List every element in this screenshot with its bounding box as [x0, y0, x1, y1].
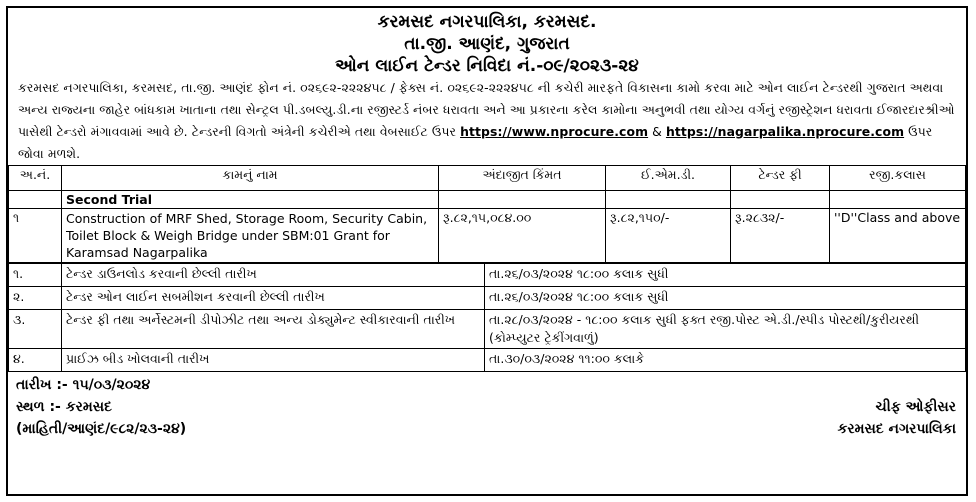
footer-place: સ્થળ :- કરમસદ — [16, 399, 112, 415]
header-sr-no: અ.નં. — [9, 166, 62, 191]
intro-tail: ઉપર જોવા મળશે. — [18, 124, 933, 161]
header-work-name: કામનું નામ — [62, 166, 439, 191]
date-row — [9, 310, 966, 349]
date-row-no: ૨. — [9, 287, 62, 310]
date-row-no: ૩. — [9, 310, 62, 349]
date-row — [9, 287, 966, 310]
header-estimated-cost: અંદાજીત કિંમત — [439, 166, 606, 191]
nprocure-link[interactable]: https://www.nprocure.com — [460, 124, 649, 139]
row-reg-class: ''D''Class and above — [830, 209, 966, 263]
notice-location: તા.જી. આણંદ, ગુજરાત — [404, 34, 570, 54]
table-header-row — [9, 166, 966, 191]
date-row-no: ૪. — [9, 349, 62, 372]
date-row-value: તા.૩૦/૦૩/૨૦૨૪ ૧૧:૦૦ કલાકે — [485, 349, 966, 372]
table-row — [9, 209, 966, 263]
trial-empty-cell — [439, 191, 606, 209]
notice-intro — [8, 77, 966, 165]
date-row — [9, 349, 966, 372]
date-row-label: પ્રાઈઝ બીડ ખોલવાની તારીખ — [62, 349, 485, 372]
trial-empty-cell — [606, 191, 731, 209]
header-emd: ઈ.એમ.ડી. — [606, 166, 731, 191]
tender-table — [8, 165, 966, 263]
date-row-label: ટેન્ડર ફી તથા અર્નેસ્ટમની ડીપોઝીટ તથા અન્ય ડોક્યુમેન્ટ સ્વીકારવાની તારીખ — [62, 310, 485, 349]
trial-row — [9, 191, 966, 209]
header-tender-fee: ટેન્ડર ફી — [731, 166, 830, 191]
footer-left — [16, 374, 186, 440]
footer-right — [837, 396, 956, 440]
footer-date: તારીખ :- ૧૫/૦૩/૨૦૨૪ — [16, 377, 151, 393]
nagarpalika-link[interactable]: https://nagarpalika.nprocure.com — [665, 124, 905, 139]
trial-label: Second Trial — [62, 191, 439, 209]
trial-empty-cell — [731, 191, 830, 209]
dates-table — [8, 263, 966, 372]
row-sr-no: ૧ — [9, 209, 62, 263]
footer-org: કરમસદ નગરપાલિકા — [837, 421, 956, 437]
notice-tender-number: ઓન લાઈન ટેન્ડર નિવિદા નં.-૦૯/૨૦૨૩-૨૪ — [335, 56, 639, 76]
trial-empty-cell — [9, 191, 62, 209]
row-estimated-cost: રૂ.૮૨,૧૫,૦૮૪.૦૦ — [439, 209, 606, 263]
row-emd: રૂ.૮૨,૧૫૦/- — [606, 209, 731, 263]
tender-notice — [6, 6, 968, 496]
footer-officer: ચીફ ઓફીસર — [875, 399, 956, 415]
header-reg-class: રજી.કલાસ — [830, 166, 966, 191]
date-row-label: ટેન્ડર ઓન લાઈન સબમીશન કરવાની છેલ્લી તારીખ — [62, 287, 485, 310]
date-row-value: તા.૨૬/૦૩/૨૦૨૪ ૧૮:૦૦ કલાક સુધી — [485, 287, 966, 310]
trial-empty-cell — [830, 191, 966, 209]
intro-text: કરમસદ નગરપાલિકા, કરમસદ, તા.જી. આણંદ ફોન નં. ૦૨૬૯૨-૨૨૨૪૫૮ / ફેક્સ નં. ૦૨૬૯૨-૨૨૨૪૫૮ ની કચેરી મારફતે વિકાસના કામો કરવા માટે ઓન લાઈન ટેન્ડરથી ગુજરાત અથવા અન્ય રાજ્યના જાહેર બાંધકામ ખાતાના તથા સેન્ટ્રલ પી.ડબલ્યુ.ડી.ના રજીસ્ટર્ડ નંબર ધરાવતા અને આ પ્રકારના કરેલ કામોના અનુભવી તથા યોગ્ય વર્ગનું રજીસ્ટ્રેશન ધરાવતા ઈજારદારશ્રીઓ પાસેથી ટેન્ડરો મંગાવવામાં આવે છે. ટેન્ડરની વિગતો અંત્રેની કચેરીએ તથા વેબસાઈટ ઉપર — [18, 80, 955, 139]
row-tender-fee: રૂ.૨૮૩૨/- — [731, 209, 830, 263]
notice-org-title: કરમસદ નગરપાલિકા, કરમસદ. — [377, 12, 597, 32]
date-row-no: ૧. — [9, 264, 62, 287]
date-row-value: તા.૨૬/૦૩/૨૦૨૪ ૧૮:૦૦ કલાક સુધી — [485, 264, 966, 287]
row-work-name: Construction of MRF Shed, Storage Room, Security Cabin, Toilet Block & Weigh Bridge under SBM:01 Grant for Karamsad Nagarpalika — [62, 209, 439, 263]
date-row-label: ટેન્ડર ડાઉનલોડ કરવાની છેલ્લી તારીખ — [62, 264, 485, 287]
intro-amp: & — [648, 124, 666, 139]
date-row — [9, 264, 966, 287]
footer-ref: (માહિતી/આણંદ/૯૮૨/૨૩-૨૪) — [16, 421, 187, 437]
date-row-value: તા.૨૮/૦૩/૨૦૨૪ - ૧૮:૦૦ કલાક સુધી ફક્ત રજી.પોસ્ટ એ.ડી./સ્પીડ પોસ્ટથી/કુરીયરથી (કોમ્પ્યુટર ટ્રેકીંગવાળું) — [485, 310, 966, 349]
